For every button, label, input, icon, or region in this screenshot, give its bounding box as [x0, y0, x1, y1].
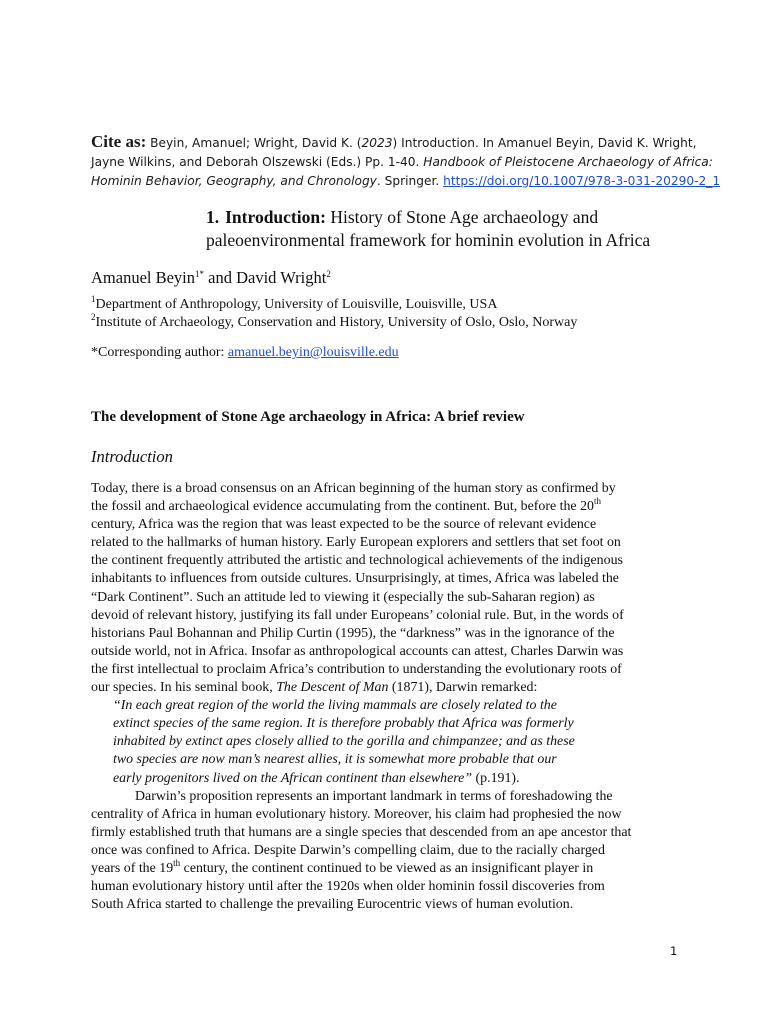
author-list	[91, 268, 331, 288]
superscript: th	[593, 496, 601, 507]
quote-line: two species are now man’s nearest allies, it is somewhat more probable that our	[113, 752, 557, 768]
affiliation-line	[91, 296, 577, 314]
citation-line	[91, 132, 697, 153]
cite-text: . Springer.	[376, 174, 444, 188]
citation-block	[91, 132, 721, 191]
quote-text: early progenitors lived on the African continent than elsewhere”	[113, 770, 473, 786]
cite-text: Beyin, Amanuel; Wright, David K. (	[146, 136, 362, 150]
text-line: the first intellectual to proclaim Africa’s contribution to understanding the evolutionary roots of	[91, 661, 622, 677]
text-span: years of the 19	[91, 860, 174, 876]
quote-line: inhabited by extinct apes closely allied to the gorilla and chimpanzee; and as these	[113, 734, 575, 750]
text-line: “Dark Continent”. Such an attitude led to viewing it (especially the sub-Saharan region) as	[91, 589, 595, 605]
text-span: (1871), Darwin remarked:	[388, 680, 538, 696]
affiliation-text: Institute of Archaeology, Conservation and History, University of Oslo, Oslo, Norway	[95, 315, 578, 330]
cite-book-subtitle: Hominin Behavior, Geography, and Chronology	[91, 174, 377, 188]
body-text	[91, 480, 687, 914]
cite-text: Jayne Wilkins, and Deborah Olszewski (Eds.) Pp. 1-40.	[91, 155, 424, 169]
page-number: 1	[670, 944, 678, 958]
cite-text: ) Introduction. In Amanuel Beyin, David K. Wright,	[392, 136, 697, 150]
text-line: related to the hallmarks of human history. Early European explorers and settlers that set foot on	[91, 535, 621, 551]
quote-line: “In each great region of the world the living mammals are closely related to the	[113, 698, 557, 714]
chapter-number: 1.	[206, 207, 220, 227]
text-line: South Africa started to challenge the prevailing Eurocentric views of human evolution.	[91, 897, 574, 913]
affiliation-mark: 1	[91, 294, 96, 304]
affiliations	[91, 296, 577, 332]
corresponding-label: *Corresponding author:	[91, 345, 228, 360]
author-name: and David Wright	[204, 268, 327, 287]
chapter-title-text: History of Stone Age archaeology and	[325, 207, 599, 227]
text-line: firmly established truth that humans are a single species that descended from an ape ancestor that	[91, 824, 632, 840]
text-line: once was confined to Africa. Despite Darwin’s compelling claim, due to the racially charged	[91, 842, 605, 858]
text-line	[91, 679, 687, 697]
text-span: our species. In his seminal book,	[91, 680, 277, 696]
text-span: the fossil and archaeological evidence accumulating from the continent. But, before the 20	[91, 499, 594, 515]
author-name: Amanuel Beyin	[91, 268, 196, 287]
cite-book-title: Handbook of Pleistocene Archaeology of Africa:	[423, 155, 713, 169]
section-heading: The development of Stone Age archaeology in Africa: A brief review	[91, 409, 525, 425]
text-line: Darwin’s proposition represents an important landmark in terms of foreshadowing the	[135, 788, 613, 804]
quote-line: extinct species of the same region. It is therefore probably that Africa was formerly	[113, 716, 574, 732]
author-affiliation-mark: 1*	[195, 269, 205, 279]
citation-line	[91, 172, 721, 191]
cite-year: 2023	[361, 136, 393, 150]
text-line: century, Africa was the region that was least expected to be the source of relevant evidence	[91, 517, 597, 533]
text-line	[91, 857, 687, 878]
chapter-title-text: paleoenvironmental framework for hominin evolution in Africa	[206, 230, 651, 250]
cite-label: Cite as:	[91, 132, 147, 151]
email-link[interactable]: amanuel.beyin@louisville.edu	[227, 345, 399, 360]
text-line: outside world, not in Africa. Insofar as anthropological accounts can attest, Charles Darwin was	[91, 643, 624, 659]
book-title: The Descent of Man	[276, 680, 389, 696]
affiliation-text: Department of Anthropology, University of Louisville, Louisville, USA	[95, 297, 498, 312]
chapter-title-bold: Introduction:	[225, 207, 326, 227]
citation-line	[91, 153, 713, 172]
quote-line	[91, 770, 687, 788]
text-line	[91, 498, 687, 516]
page-reference: (p.191).	[472, 770, 520, 786]
text-line: historians Paul Bohannan and Philip Curtin (1995), the “darkness” was in the ignorance of the	[91, 625, 615, 641]
text-line: Today, there is a broad consensus on an African beginning of the human story as confirmed by	[91, 481, 616, 496]
text-line: the continent frequently attributed the artistic and technological achievements of the indigenous	[91, 553, 623, 569]
corresponding-author	[91, 344, 399, 362]
subsection-heading: Introduction	[91, 447, 173, 466]
affiliation-mark: 2	[91, 312, 96, 322]
doi-link[interactable]: https://doi.org/10.1007/978-3-031-20290-2_1	[443, 174, 721, 188]
text-line: centrality of Africa in human evolutionary history. Moreover, his claim had prophesied the now	[91, 806, 622, 822]
text-line: inhabitants to influences from outside cultures. Unsurprisingly, at times, Africa was labeled the	[91, 571, 619, 587]
text-span: century, the continent continued to be viewed as an insignificant player in	[180, 860, 594, 876]
text-line: devoid of relevant history, justifying its fall under Europeans’ colonial rule. But, in the words of	[91, 607, 624, 623]
chapter-title	[206, 206, 666, 252]
text-line: human evolutionary history until after the 1920s when older hominin fossil discoveries from	[91, 879, 605, 895]
affiliation-line	[91, 314, 577, 332]
superscript: th	[173, 857, 181, 868]
author-affiliation-mark: 2	[326, 269, 331, 279]
